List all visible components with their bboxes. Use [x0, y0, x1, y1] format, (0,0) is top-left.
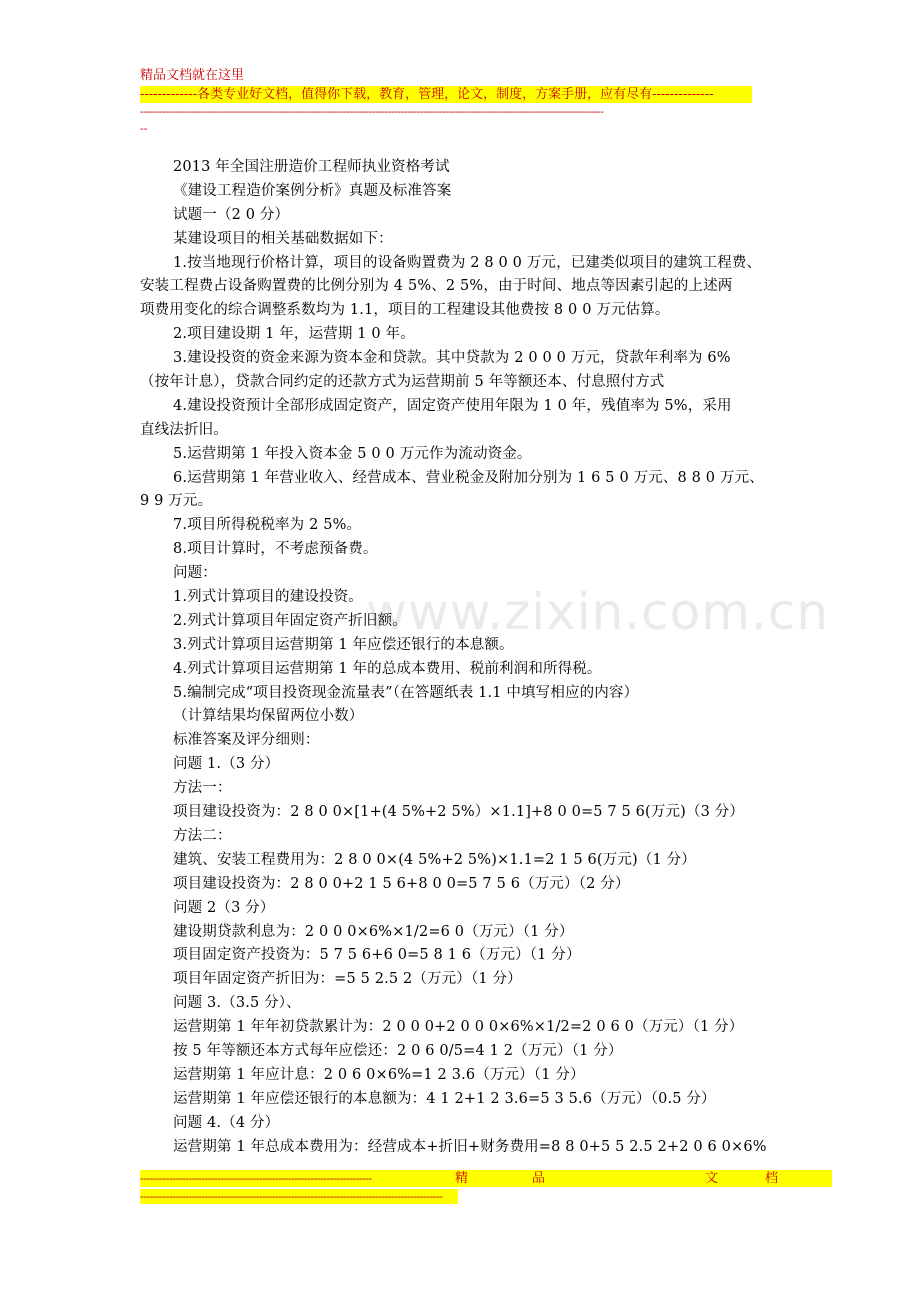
doc-line: 问题 1.（3 分） — [173, 756, 280, 773]
footer-divider: ---------------------------------------------------------------------------------------------- — [140, 1189, 458, 1204]
doc-line: 1.按当地现行价格计算，项目的设备购置费为 2 8 0 0 万元，已建类似项目的建筑工程费、 — [173, 254, 762, 271]
doc-line: 按 5 年等额还本方式每年应偿还：2 0 6 0/5=4 1 2（万元）（1 分） — [173, 1042, 623, 1059]
doc-line: 3.建设投资的资金来源为资本金和贷款。其中贷款为 2 0 0 0 万元，贷款年利率为 6% — [173, 350, 731, 367]
footer-word: 品 — [532, 1171, 546, 1186]
doc-line: 4.列式计算项目运营期第 1 年的总成本费用、税前利润和所得税。 — [173, 660, 602, 677]
doc-line: 问题 4.（4 分） — [173, 1114, 280, 1131]
doc-line: 项目建设投资为：2 8 0 0+2 1 5 6+8 0 0=5 7 5 6（万元）（2 分） — [173, 875, 630, 892]
doc-line: 2013 年全国注册造价工程师执业资格考试 — [173, 159, 450, 175]
doc-line: 项目建设投资为：2 8 0 0×[1+(4 5%+2 5%）×1.1]+8 0 0=5 7 5 6(万元)（3 分） — [173, 804, 745, 821]
doc-line: 方法二： — [173, 827, 232, 844]
doc-line: 运营期第 1 年应计息：2 0 6 0×6%=1 2 3.6（万元）（1 分） — [173, 1066, 585, 1083]
document-body — [140, 156, 800, 1159]
doc-line: 方法一： — [173, 780, 232, 797]
footer-banner — [140, 1170, 832, 1187]
doc-line: 建筑、安装工程费用为：2 8 0 0×(4 5%+2 5%)×1.1=2 1 5 6(万元)（1 分） — [173, 851, 696, 868]
doc-line: 《建设工程造价案例分析》真题及标准答案 — [173, 182, 452, 199]
doc-line: 4.建设投资预计全部形成固定资产，固定资产使用年限为 1 0 年，残值率为 5%，采用 — [173, 397, 732, 414]
doc-line: 运营期第 1 年总成本费用为：经营成本+折旧+财务费用=8 8 0+5 5 2.5 2+2 0 6 0×6% — [173, 1138, 767, 1155]
header-divider-tail: -- — [140, 122, 148, 135]
doc-line: （计算结果均保留两位小数） — [173, 708, 364, 725]
doc-line: 安装工程费占设备购置费的比例分别为 4 5%、2 5%，由于时间、地点等因素引起的上述两 — [140, 278, 733, 295]
footer-divider-left: ------------------------------------------------------------------------ — [140, 1172, 372, 1185]
doc-line: （按年计息），贷款合同约定的还款方式为运营期前 5 年等额还本、付息照付方式 — [140, 374, 665, 391]
doc-line: 5.编制完成“项目投资现金流量表”（在答题纸表 1.1 中填写相应的内容） — [173, 684, 639, 701]
doc-line: 问题： — [173, 565, 217, 582]
doc-line: 运营期第 1 年年初贷款累计为：2 0 0 0+2 0 0 0×6%×1/2=2 0 6 0（万元）（1 分） — [173, 1019, 744, 1036]
doc-line: 2.项目建设期 1 年，运营期 1 0 年。 — [173, 326, 415, 343]
doc-line: 1.列式计算项目的建设投资。 — [173, 589, 363, 606]
footer-word: 档 — [765, 1171, 779, 1186]
header-divider: ------------------------------------------------------------------------------------------------------------------------------------------------ — [140, 105, 604, 118]
doc-line: 建设期贷款利息为：2 0 0 0×6%×1/2=6 0（万元）（1 分） — [173, 923, 574, 940]
watermark: www.zixin.com.cn — [366, 583, 830, 641]
doc-line: 问题 3.（3.5 分）、 — [173, 995, 301, 1012]
doc-line: 9 9 万元。 — [140, 493, 213, 510]
doc-line: 试题一（2 0 分） — [173, 206, 290, 223]
doc-line: 问题 2（3 分） — [173, 899, 275, 916]
doc-line: 直线法折旧。 — [140, 421, 228, 438]
doc-line: 某建设项目的相关基础数据如下： — [173, 230, 393, 247]
footer-word: 文 — [705, 1171, 719, 1186]
doc-line: 5.运营期第 1 年投入资本金 5 0 0 万元作为流动资金。 — [173, 445, 532, 462]
doc-line: 2.列式计算项目年固定资产折旧额。 — [173, 612, 407, 629]
doc-line: 标准答案及评分细则： — [173, 732, 320, 749]
header-top-label: 精品文档就在这里 — [140, 68, 245, 83]
doc-line: 运营期第 1 年应偿还银行的本息额为：4 1 2+1 2 3.6=5 3 5.6（万元）（0.5 分） — [173, 1090, 716, 1107]
doc-line: 6.运营期第 1 年营业收入、经营成本、营业税金及附加分别为 1 6 5 0 万元、8 8 0 万元、 — [173, 469, 764, 486]
doc-line: 7.项目所得税税率为 2 5%。 — [173, 517, 362, 534]
doc-line: 8.项目计算时，不考虑预备费。 — [173, 541, 378, 558]
footer-word: 精 — [455, 1171, 469, 1186]
doc-line: 3.列式计算项目运营期第 1 年应偿还银行的本息额。 — [173, 636, 514, 653]
doc-line: 项目固定资产投资为：5 7 5 6+6 0=5 8 1 6（万元）（1 分） — [173, 947, 581, 964]
doc-line: 项费用变化的综合调整系数均为 1.1，项目的工程建设其他费按 8 0 0 万元估算。 — [140, 302, 670, 319]
doc-line: 项目年固定资产折旧为：=5 5 2.5 2（万元）（1 分） — [173, 971, 522, 988]
header-banner: -------------各类专业好文档，值得你下载，教育，管理，论文，制度，方案手册，应有尽有-------------- — [140, 86, 752, 103]
